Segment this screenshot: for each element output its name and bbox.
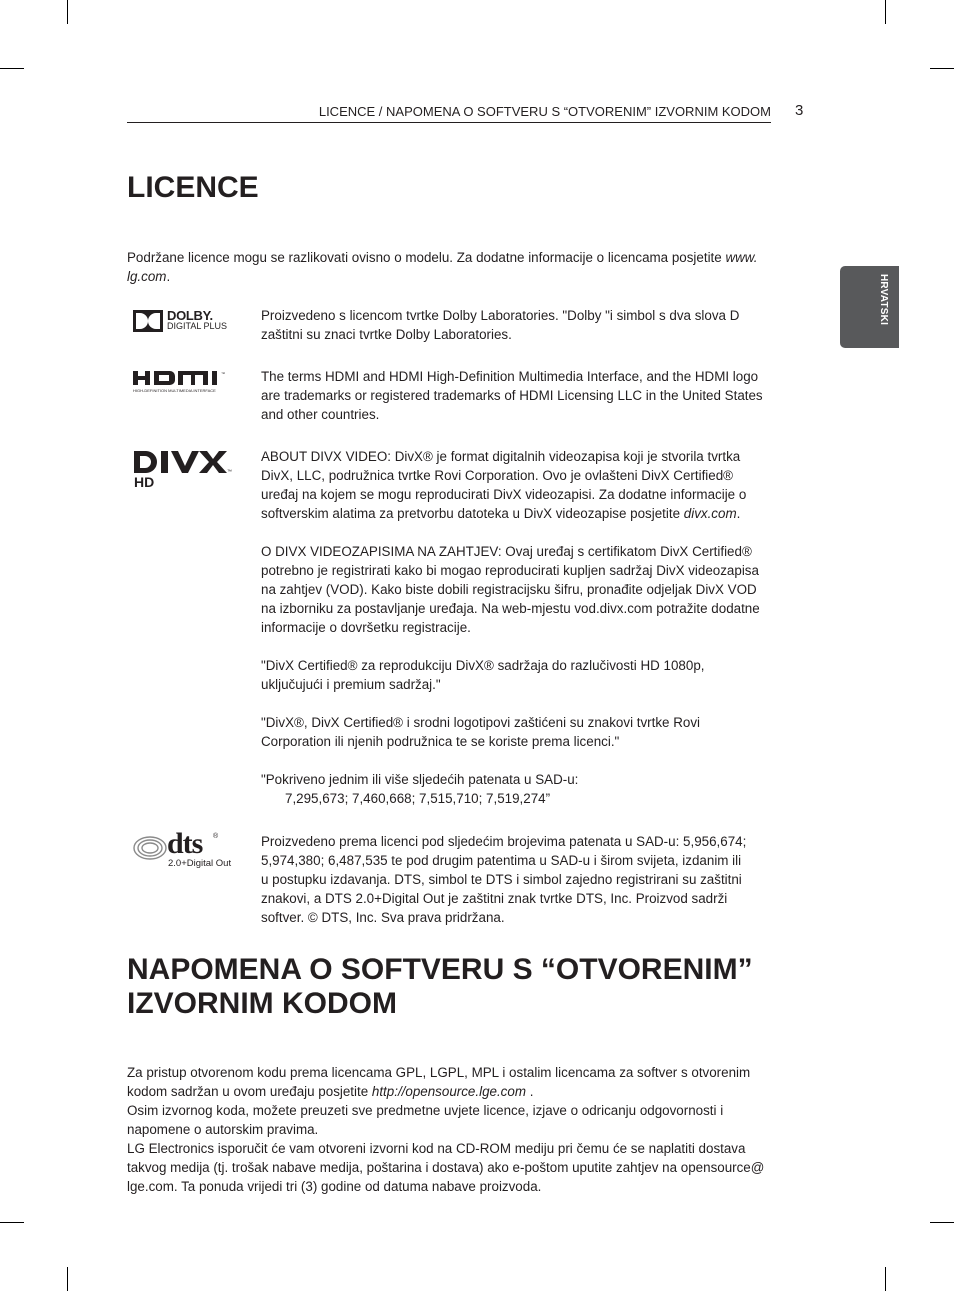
dolby-text: Proizvedeno s licencom tvrtke Dolby Laboratories. "Dolby "i simbol s dva slova D zaštitni su znaci tvrtke Dolby Laboratories. xyxy=(261,308,740,343)
lg-link[interactable]: www. lg.com xyxy=(127,250,758,285)
running-header xyxy=(127,100,771,123)
dts-registered: ® xyxy=(213,833,219,840)
divx-trademark: "DivX®, DivX Certified® i srodni logotipovi zaštićeni su znakovi tvrtke Rovi Corporation ili njenih podružnica te se koriste prema licenci." xyxy=(261,715,701,750)
opensource-access: Za pristup otvorenom kodu prema licencama GPL, LGPL, MPL i ostalim licencama za softver s otvorenim kodom sadržan u ovom uređaju posjetite http://opensource.lge.com . xyxy=(127,1065,751,1100)
divx-logo xyxy=(133,449,233,491)
opensource-link[interactable]: http://opensource.lge.com xyxy=(371,1084,526,1100)
divx-patents: 7,295,673; 7,460,668; 7,515,710; 7,519,274” xyxy=(285,791,551,806)
dolby-double-d-icon xyxy=(133,310,163,332)
crop-mark xyxy=(67,1267,68,1291)
dts-text: Proizvedeno prema licenci pod sljedećim brojevima patenata u SAD-u: 5,956,674; 5,974,380; 6,487,535 te pod drugim patentima u SAD-u i širom svijeta, izdanim ili u postupku izdavanja. DTS, simbol te DTS i simbol zajedno registrirani su zaštitni znakovi, a DTS 2.0+Digital Out je zaštitni znak tvrtke DTS, Inc. Proizvod sadrži softver. © DTS, Inc. Sva prava pridržana. xyxy=(261,834,747,926)
dolby-subline: DIGITAL PLUS xyxy=(167,321,228,331)
licence-title: LICENCE xyxy=(127,171,259,204)
divx-patents-intro: "Pokriveno jednim ili više sljedećih patenata u SAD-u: xyxy=(261,772,579,787)
dts-logo xyxy=(133,827,235,871)
divx-hd-label: HD xyxy=(134,474,155,490)
crop-mark xyxy=(930,68,954,69)
dolby-logo xyxy=(133,309,238,333)
divx-about: ABOUT DIVX VIDEO: DivX® je format digitalnih videozapisa koji je stvorila tvrtka DivX, LLC, podružnica tvrtke Rovi Corporation. Ovo je ovlašteni DivX Certified® uređaj na kojem se mogu reproducirati DivX videozapisi. Za dodatne informacije o softverskim alatima za pretvorbu datoteka u DivX videozapise posjetite divx.com. xyxy=(261,449,747,522)
language-label: HRVATSKI xyxy=(878,274,889,326)
crop-mark xyxy=(885,1267,886,1291)
hdmi-text: The terms HDMI and HDMI High-Definition Multimedia Interface, and the HDMI logo are trademarks or registered trademarks of HDMI Licensing LLC in the United States and other countries. xyxy=(261,369,763,423)
divx-link[interactable]: divx.com xyxy=(683,506,737,522)
opensource-title: NAPOMENA O SOFTVERU S “OTVORENIM” IZVORNIM KODOM xyxy=(127,953,753,1020)
dts-disc-icon xyxy=(133,835,167,861)
crop-mark xyxy=(0,1222,24,1223)
svg-text:™: ™ xyxy=(221,371,225,376)
running-title: LICENCE / NAPOMENA O SOFTVERU S “OTVORENIM” IZVORNIM KODOM xyxy=(318,104,771,119)
hdmi-subline: HIGH-DEFINITION MULTIMEDIA INTERFACE xyxy=(133,388,216,393)
crop-mark xyxy=(67,0,68,24)
crop-mark xyxy=(885,0,886,24)
language-tab xyxy=(840,266,899,348)
divx-vod: O DIVX VIDEOZAPISIMA NA ZAHTJEV: Ovaj uređaj s certifikatom DivX Certified® potrebno je registrirati kako bi mogao reproducirati kupljen sadržaj DivX videozapisa na zahtjev (VOD). Kako biste dobili registracijsku šifru, pronađite odjeljak DivX VOD na izborniku za postavljanje uređaja. Na web-mjestu vod.divx.com potražite dodatne informacije o dovršetku registracije. xyxy=(261,544,760,636)
dts-subline: 2.0+Digital Out xyxy=(168,858,232,869)
divx-wordmark-icon xyxy=(133,449,231,475)
licence-intro: Podržane licence mogu se razlikovati ovisno o modelu. Za dodatne informacije o licencama posjetite www. lg.com. xyxy=(127,250,758,285)
dolby-wordmark: DOLBY. xyxy=(167,308,213,323)
opensource-cdrom-offer: LG Electronics isporučit će vam otvoreni izvorni kod na CD-ROM mediju pri čemu će se naplatiti dostava takvog medija (tj. trošak nabave medija, poštarina i dostava) ako e-poštom uputite zahtjev na opensource@ lge.com. Ta ponuda vrijedi tri (3) godine od datuma nabave proizvoda. xyxy=(127,1141,765,1195)
hdmi-wordmark-icon xyxy=(133,369,231,387)
divx-certified: "DivX Certified® za reprodukciju DivX® sadržaja do razlučivosti HD 1080p, uključujući i premium sadržaj." xyxy=(261,658,705,693)
dts-wordmark: dts xyxy=(167,827,203,860)
opensource-licence-terms: Osim izvornog koda, možete preuzeti sve predmetne uvjete licence, izjave o odricanju odgovornosti i napomene o autorskim pravima. xyxy=(127,1103,724,1138)
svg-text:™: ™ xyxy=(227,469,232,475)
crop-mark xyxy=(930,1222,954,1223)
hdmi-logo xyxy=(133,369,233,395)
page-number: 3 xyxy=(795,102,804,119)
crop-mark xyxy=(0,68,24,69)
